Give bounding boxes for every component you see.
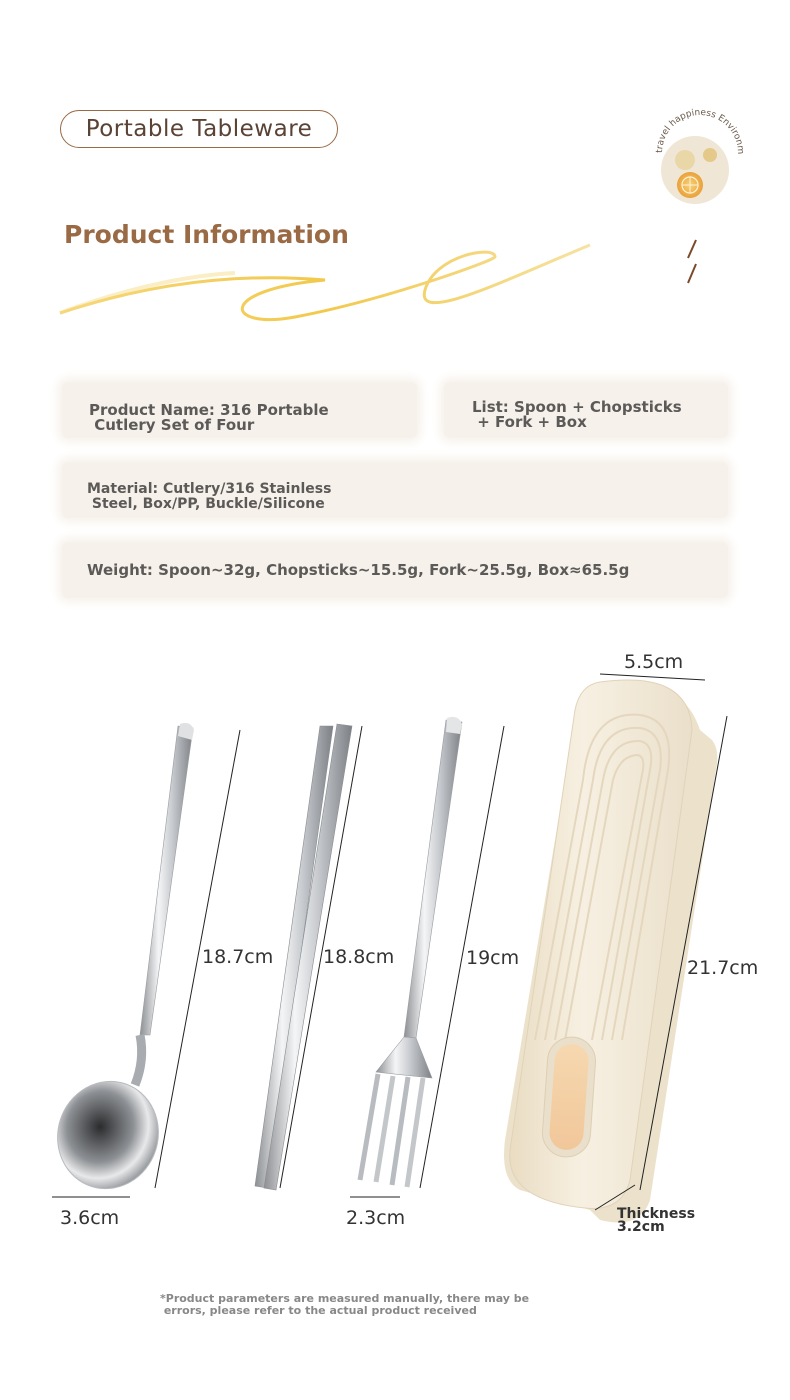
box-length-label: 21.7cm bbox=[687, 957, 759, 979]
chopsticks-length-label: 18.8cm bbox=[323, 946, 395, 968]
cutlery-illustration bbox=[0, 640, 790, 1260]
box-width-label: 5.5cm bbox=[624, 651, 684, 673]
fork-length-label: 19cm bbox=[466, 947, 520, 969]
weight-text: Weight: Spoon~32g, Chopsticks~15.5g, Fork~25.5g, Box≈65.5g bbox=[87, 561, 630, 579]
fork-width-label: 2.3cm bbox=[346, 1207, 406, 1229]
product-name-text: Product Name: 316 Portable Cutlery Set of Four bbox=[89, 401, 329, 434]
decorative-swirl bbox=[55, 235, 615, 335]
travel-badge bbox=[637, 88, 750, 219]
spoon bbox=[44, 723, 194, 1202]
footnote: *Product parameters are measured manually, there may be errors, please refer to the actual product received bbox=[160, 1292, 530, 1317]
travel-badge-graphic bbox=[637, 88, 750, 215]
decorative-slashes bbox=[684, 238, 704, 288]
badge-arc-text: travel happiness Environmental tra bbox=[637, 88, 746, 155]
box-thickness-label: Thickness 3.2cm bbox=[617, 1206, 696, 1235]
list-text: List: Spoon + Chopsticks + Fork + Box bbox=[472, 398, 682, 431]
category-pill bbox=[60, 110, 338, 148]
spoon-length-label: 18.7cm bbox=[202, 946, 274, 968]
section-title: Product Information bbox=[64, 220, 349, 249]
material-card bbox=[62, 462, 728, 518]
cutlery-box bbox=[504, 680, 717, 1223]
product-name-card bbox=[62, 382, 417, 438]
spoon-width-label: 3.6cm bbox=[60, 1207, 120, 1229]
list-card bbox=[444, 382, 728, 438]
category-pill-label: Portable Tableware bbox=[85, 116, 313, 142]
material-text: Material: Cutlery/316 Stainless Steel, Box/PP, Buckle/Silicone bbox=[87, 481, 332, 512]
weight-card bbox=[62, 542, 728, 598]
